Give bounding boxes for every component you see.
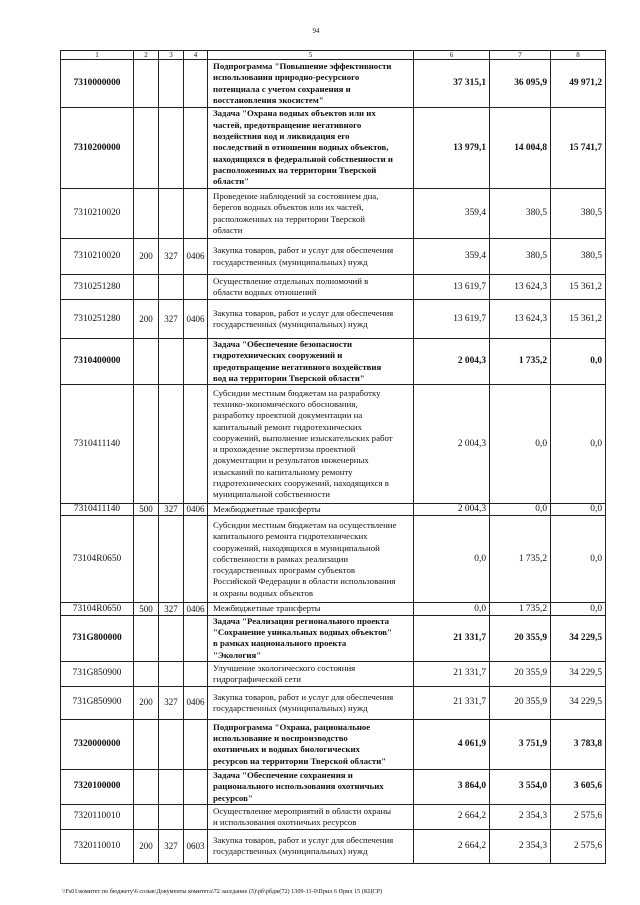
value-cell-col8: 49 971,2: [551, 60, 606, 108]
expense-type-cell: 200: [134, 829, 159, 863]
section-code-cell: 0603: [184, 829, 208, 863]
target-code-cell: 7310411140: [61, 385, 134, 504]
value-cell-col7: 1 735,2: [490, 339, 551, 385]
table-row: [61, 189, 606, 239]
target-code-cell: 7310400000: [61, 339, 134, 385]
name-cell: Проведение наблюдений за состоянием дна, берегов водных объектов или их частей, расположенных на территории Тверской области: [208, 189, 414, 239]
expense-type-cell: [134, 661, 159, 686]
value-cell-col6: 21 331,7: [414, 661, 490, 686]
section-code-cell: [184, 719, 208, 769]
value-cell-col7: 380,5: [490, 189, 551, 239]
value-cell-col6: 0,0: [414, 603, 490, 615]
expense-type-cell: [134, 804, 159, 829]
name-cell: Закупка товаров, работ и услуг для обеспечения государственных (муниципальных) нужд: [208, 239, 414, 275]
table-row: [61, 661, 606, 686]
dept-code-cell: [159, 804, 184, 829]
expense-type-cell: [134, 719, 159, 769]
page-number: 94: [312, 27, 320, 35]
value-cell-col6: 13 979,1: [414, 108, 490, 189]
value-cell-col6: 359,4: [414, 239, 490, 275]
section-code-cell: [184, 804, 208, 829]
expense-type-cell: [134, 275, 159, 300]
name-cell: Подпрограмма "Повышение эффективности использования природно-ресурсного потенциала с учетом сохранения и восстановления экосистем": [208, 60, 414, 108]
expense-type-cell: [134, 516, 159, 603]
value-cell-col8: 3 605,6: [551, 769, 606, 804]
value-cell-col6: 2 664,2: [414, 804, 490, 829]
target-code-cell: 7320000000: [61, 719, 134, 769]
value-cell-col7: 36 095,9: [490, 60, 551, 108]
table-row: [61, 516, 606, 603]
table-row: [61, 60, 606, 108]
value-cell-col7: 2 354,3: [490, 804, 551, 829]
dept-code-cell: 327: [159, 686, 184, 719]
section-code-cell: [184, 661, 208, 686]
target-code-cell: 73104R0650: [61, 516, 134, 603]
budget-table: [60, 50, 606, 864]
section-code-cell: [184, 60, 208, 108]
value-cell-col6: 37 315,1: [414, 60, 490, 108]
dept-code-cell: [159, 385, 184, 504]
target-code-cell: 7320100000: [61, 769, 134, 804]
name-cell: Осуществление мероприятий в области охраны и использования охотничьих ресурсов: [208, 804, 414, 829]
table-row: [61, 829, 606, 863]
target-code-cell: 731G800000: [61, 615, 134, 661]
value-cell-col7: 0,0: [490, 385, 551, 504]
target-code-cell: 7310210020: [61, 189, 134, 239]
value-cell-col8: 15 741,7: [551, 108, 606, 189]
name-cell: Задача "Реализация регионального проекта "Сохранение уникальных водных объектов" в рамках национального проекта "Экология": [208, 615, 414, 661]
expense-type-cell: 200: [134, 239, 159, 275]
table-row: [61, 615, 606, 661]
name-cell: Задача "Охрана водных объектов или их частей, предотвращение негативного воздействия вод и ликвидация его последствий в отношении водных объектов, находящихся в федеральной собственности и расположенных на территории Тверской области": [208, 108, 414, 189]
target-code-cell: 7320110010: [61, 829, 134, 863]
value-cell-col7: 13 624,3: [490, 275, 551, 300]
name-cell: Улучшение экологического состояния гидрографической сети: [208, 661, 414, 686]
value-cell-col7: 2 354,3: [490, 829, 551, 863]
table-row: [61, 108, 606, 189]
dept-code-cell: [159, 275, 184, 300]
dept-code-cell: 327: [159, 829, 184, 863]
value-cell-col8: 34 229,5: [551, 661, 606, 686]
section-code-cell: [184, 189, 208, 239]
value-cell-col8: 2 575,6: [551, 804, 606, 829]
table-body: [61, 60, 606, 864]
expense-type-cell: [134, 339, 159, 385]
target-code-cell: 731G850900: [61, 686, 134, 719]
section-code-cell: [184, 615, 208, 661]
value-cell-col6: 4 061,9: [414, 719, 490, 769]
target-code-cell: 7310411140: [61, 504, 134, 516]
table-row: [61, 769, 606, 804]
value-cell-col8: 15 361,2: [551, 300, 606, 339]
value-cell-col7: 20 355,9: [490, 686, 551, 719]
section-code-cell: 0406: [184, 686, 208, 719]
target-code-cell: 7310200000: [61, 108, 134, 189]
name-cell: Субсидии местным бюджетам на осуществление капитального ремонта гидротехнических сооружений, находящихся в муниципальной собственности в рамках реализации государственных программ субъектов Российской Федерации в области использования и охраны водных объектов: [208, 516, 414, 603]
table-row: [61, 504, 606, 516]
value-cell-col7: 13 624,3: [490, 300, 551, 339]
value-cell-col6: 13 619,7: [414, 300, 490, 339]
value-cell-col8: 380,5: [551, 189, 606, 239]
value-cell-col8: 34 229,5: [551, 615, 606, 661]
value-cell-col6: 21 331,7: [414, 686, 490, 719]
name-cell: Закупка товаров, работ и услуг для обеспечения государственных (муниципальных) нужд: [208, 686, 414, 719]
target-code-cell: 7310251280: [61, 275, 134, 300]
value-cell-col8: 0,0: [551, 516, 606, 603]
target-code-cell: 731G850900: [61, 661, 134, 686]
section-code-cell: [184, 339, 208, 385]
dept-code-cell: [159, 516, 184, 603]
dept-code-cell: [159, 719, 184, 769]
value-cell-col8: 0,0: [551, 603, 606, 615]
column-number-header: 1: [61, 51, 134, 60]
section-code-cell: [184, 385, 208, 504]
section-code-cell: 0406: [184, 504, 208, 516]
target-code-cell: 7320110010: [61, 804, 134, 829]
target-code-cell: 73104R0650: [61, 603, 134, 615]
dept-code-cell: [159, 661, 184, 686]
table-row: [61, 339, 606, 385]
expense-type-cell: 200: [134, 686, 159, 719]
value-cell-col7: 14 004,8: [490, 108, 551, 189]
value-cell-col7: 0,0: [490, 504, 551, 516]
table-row: [61, 385, 606, 504]
column-number-header: 4: [184, 51, 208, 60]
value-cell-col6: 13 619,7: [414, 275, 490, 300]
dept-code-cell: [159, 769, 184, 804]
column-number-header: 5: [208, 51, 414, 60]
dept-code-cell: 327: [159, 300, 184, 339]
column-number-header: 6: [414, 51, 490, 60]
value-cell-col8: 0,0: [551, 385, 606, 504]
dept-code-cell: [159, 189, 184, 239]
dept-code-cell: [159, 108, 184, 189]
expense-type-cell: 500: [134, 603, 159, 615]
expense-type-cell: [134, 60, 159, 108]
value-cell-col7: 3 751,9: [490, 719, 551, 769]
section-code-cell: [184, 108, 208, 189]
dept-code-cell: [159, 60, 184, 108]
value-cell-col6: 2 004,3: [414, 385, 490, 504]
name-cell: Субсидии местным бюджетам на разработку технико-экономического обоснования, разработку проектной документации на капитальный ремонт гидротехнических сооружений, выполнение изыскательских работ и прохождение экспертизы проектной документации и результатов инженерных изысканий по капитальному ремонту гидротехнических сооружений, находящихся в муниципальной собственности: [208, 385, 414, 504]
name-cell: Межбюджетные трансферты: [208, 504, 414, 516]
value-cell-col7: 3 554,0: [490, 769, 551, 804]
column-number-row: [61, 51, 606, 60]
column-number-header: 8: [551, 51, 606, 60]
expense-type-cell: [134, 769, 159, 804]
value-cell-col8: 15 361,2: [551, 275, 606, 300]
column-number-header: 7: [490, 51, 551, 60]
value-cell-col8: 2 575,6: [551, 829, 606, 863]
dept-code-cell: 327: [159, 239, 184, 275]
table-row: [61, 804, 606, 829]
file-path-footer: \\Fs01\комитет по бюджету\6 созыв\Документы комитета\72 заседание (5)\рб\рбдж(72) 1309-11-0\Прил 6 Прил 15 (КЦСР): [62, 888, 383, 895]
section-code-cell: 0406: [184, 239, 208, 275]
value-cell-col6: 21 331,7: [414, 615, 490, 661]
expense-type-cell: [134, 615, 159, 661]
name-cell: Задача "Обеспечение безопасности гидротехнических сооружений и предотвращение негативного воздействия вод на территории Тверской области": [208, 339, 414, 385]
value-cell-col6: 2 004,3: [414, 504, 490, 516]
name-cell: Межбюджетные трансферты: [208, 603, 414, 615]
value-cell-col7: 20 355,9: [490, 615, 551, 661]
dept-code-cell: [159, 339, 184, 385]
value-cell-col7: 1 735,2: [490, 516, 551, 603]
name-cell: Закупка товаров, работ и услуг для обеспечения государственных (муниципальных) нужд: [208, 300, 414, 339]
target-code-cell: 7310251280: [61, 300, 134, 339]
dept-code-cell: 327: [159, 603, 184, 615]
table-row: [61, 275, 606, 300]
value-cell-col8: 380,5: [551, 239, 606, 275]
table-row: [61, 719, 606, 769]
table-row: [61, 300, 606, 339]
value-cell-col7: 20 355,9: [490, 661, 551, 686]
value-cell-col7: 380,5: [490, 239, 551, 275]
section-code-cell: [184, 516, 208, 603]
column-number-header: 2: [134, 51, 159, 60]
expense-type-cell: [134, 108, 159, 189]
value-cell-col6: 2 664,2: [414, 829, 490, 863]
value-cell-col8: 0,0: [551, 339, 606, 385]
name-cell: Задача "Обеспечение сохранения и рационального использования охотничьих ресурсов": [208, 769, 414, 804]
expense-type-cell: 500: [134, 504, 159, 516]
section-code-cell: 0406: [184, 300, 208, 339]
value-cell-col6: 3 864,0: [414, 769, 490, 804]
section-code-cell: [184, 275, 208, 300]
section-code-cell: 0406: [184, 603, 208, 615]
expense-type-cell: [134, 385, 159, 504]
name-cell: Подпрограмма "Охрана, рациональное использование и воспроизводство охотничьих и водных биологических ресурсов на территории Тверской области": [208, 719, 414, 769]
section-code-cell: [184, 769, 208, 804]
name-cell: Осуществление отдельных полномочий в области водных отношений: [208, 275, 414, 300]
table-row: [61, 603, 606, 615]
value-cell-col8: 3 783,8: [551, 719, 606, 769]
name-cell: Закупка товаров, работ и услуг для обеспечения государственных (муниципальных) нужд: [208, 829, 414, 863]
value-cell-col8: 34 229,5: [551, 686, 606, 719]
value-cell-col6: 359,4: [414, 189, 490, 239]
table-row: [61, 686, 606, 719]
dept-code-cell: [159, 615, 184, 661]
value-cell-col8: 0,0: [551, 504, 606, 516]
target-code-cell: 7310210020: [61, 239, 134, 275]
table-row: [61, 239, 606, 275]
expense-type-cell: 200: [134, 300, 159, 339]
value-cell-col6: 2 004,3: [414, 339, 490, 385]
expense-type-cell: [134, 189, 159, 239]
dept-code-cell: 327: [159, 504, 184, 516]
target-code-cell: 7310000000: [61, 60, 134, 108]
value-cell-col6: 0,0: [414, 516, 490, 603]
column-number-header: 3: [159, 51, 184, 60]
value-cell-col7: 1 735,2: [490, 603, 551, 615]
